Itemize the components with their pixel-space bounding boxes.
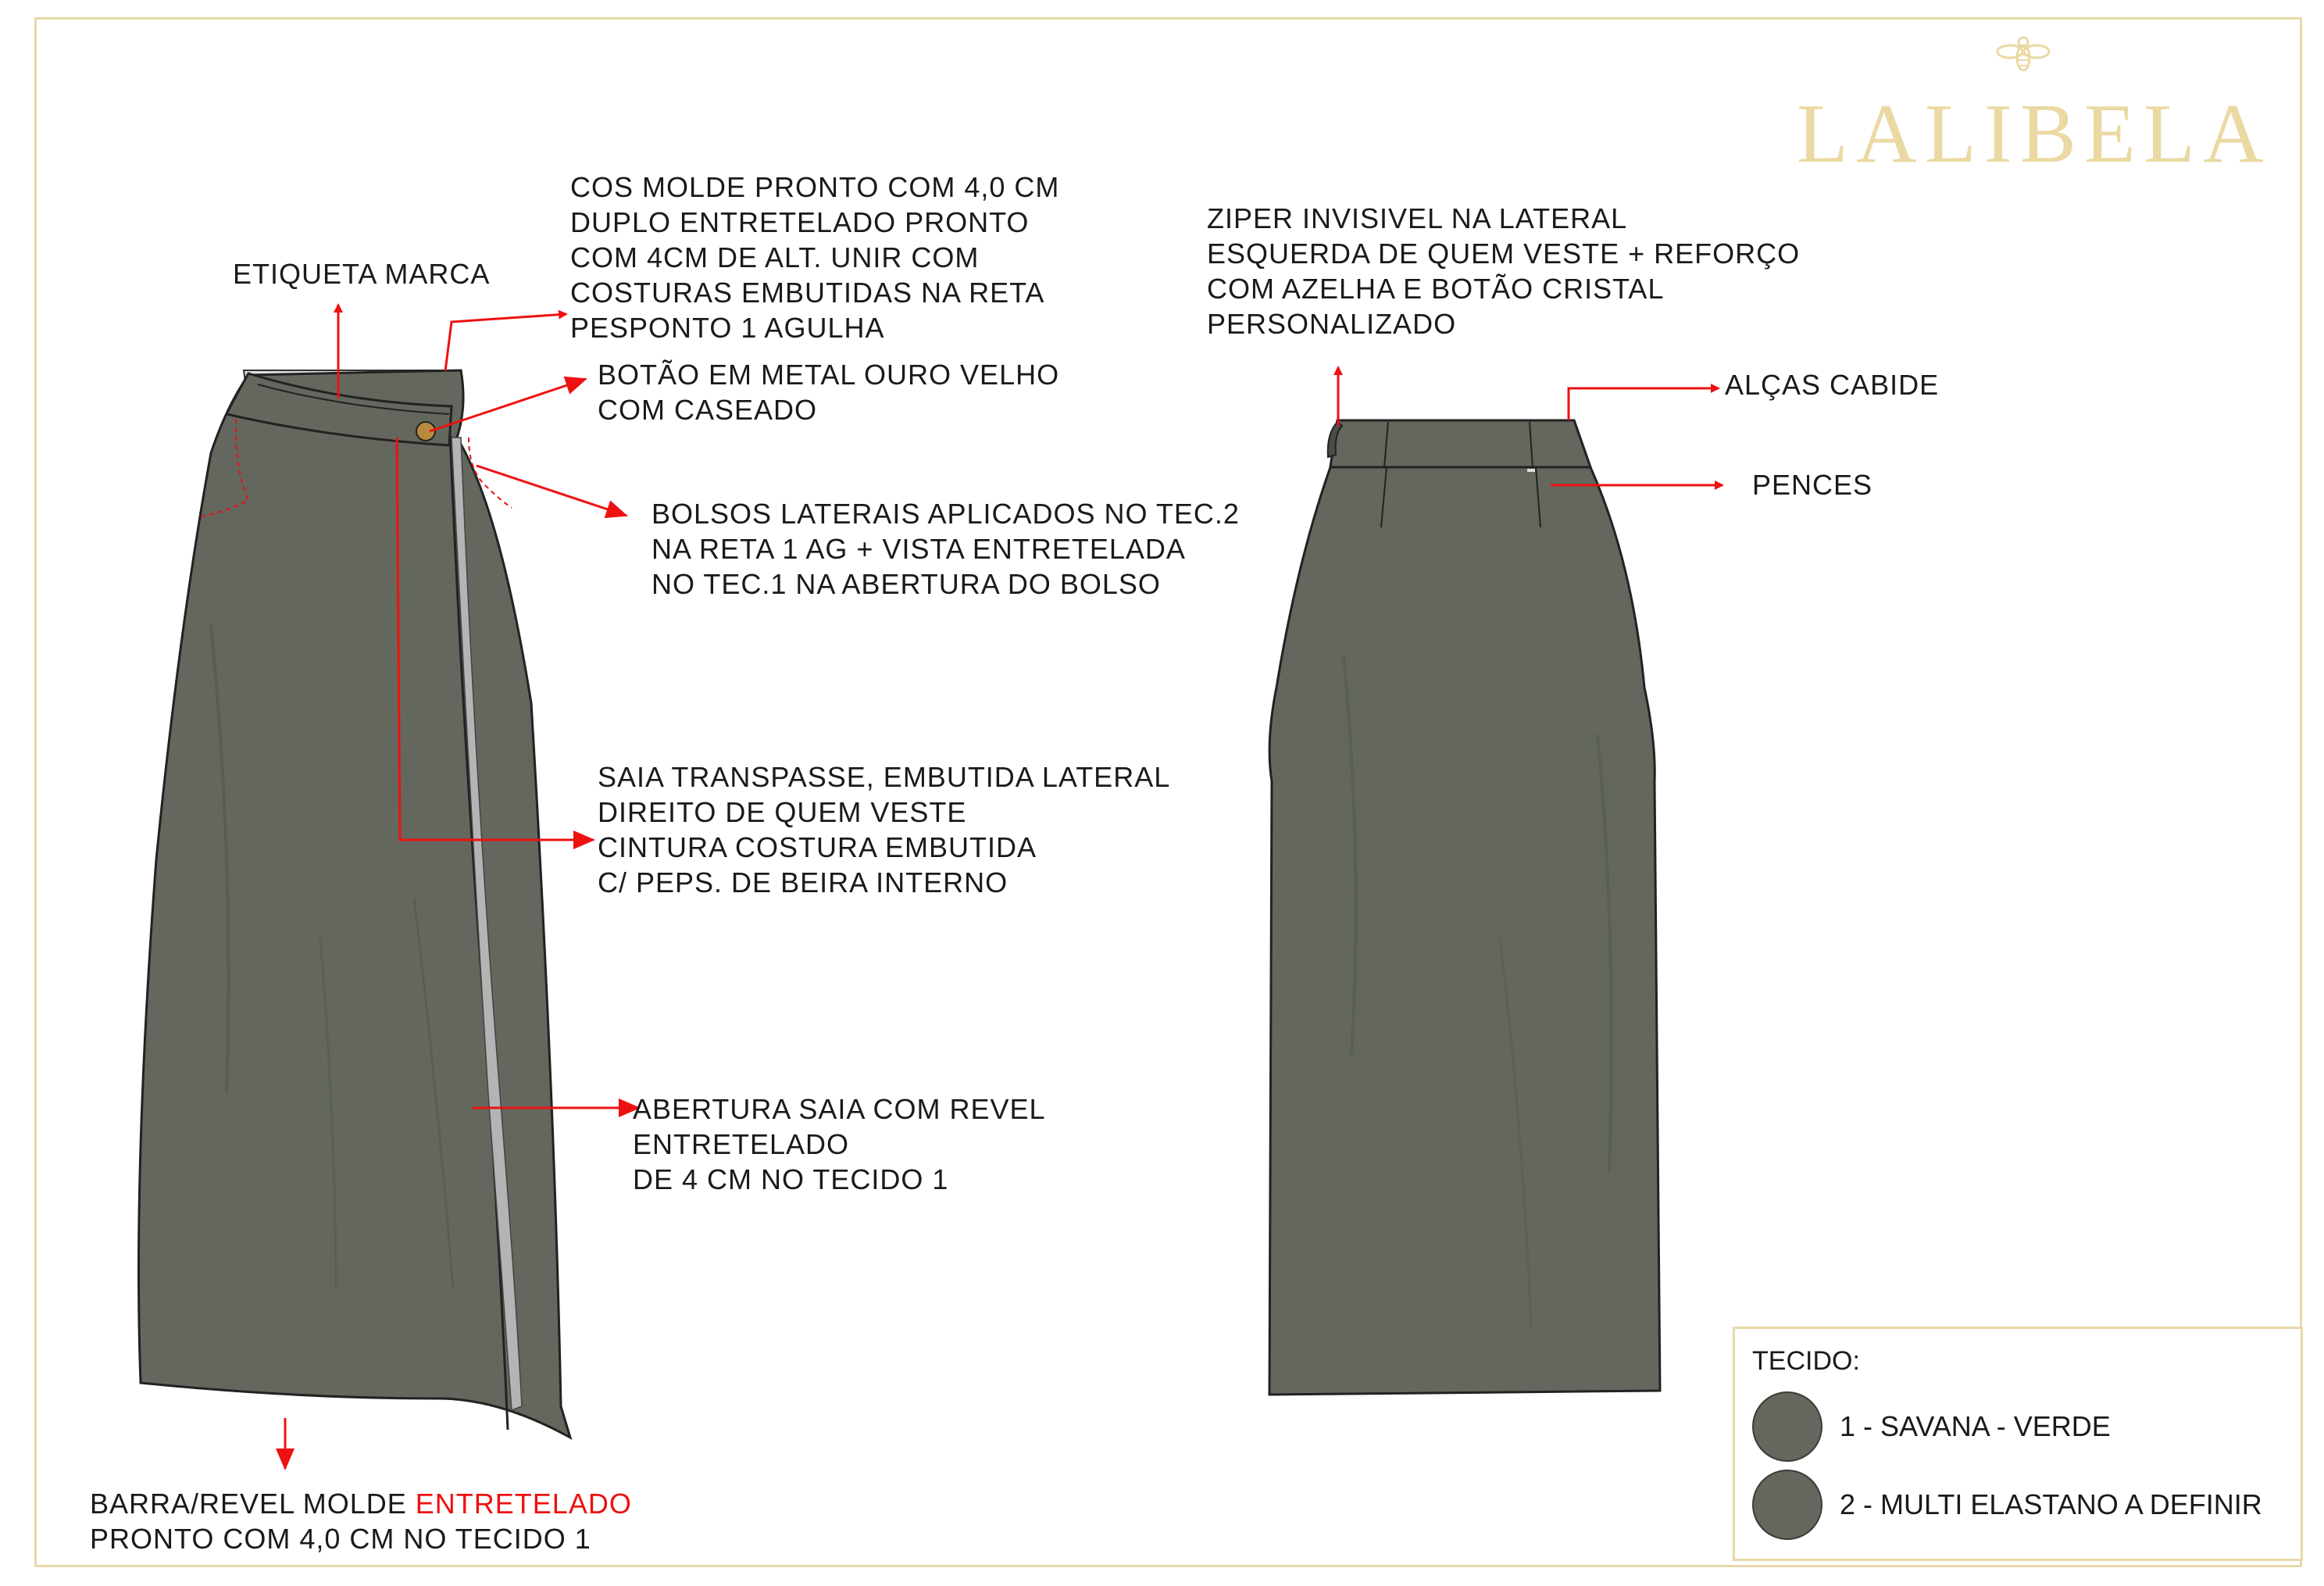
note-cos: COS MOLDE PRONTO COM 4,0 CM DUPLO ENTRETELADO PRONTO COM 4CM DE ALT. UNIR COM COSTURAS EMBUTIDAS NA RETA PESPONTO 1 AGULHA <box>570 171 1060 344</box>
note-barra <box>90 1486 793 1556</box>
legend-label: 2 - MULTI ELASTANO A DEFINIR <box>1840 1488 2262 1520</box>
fabric-swatch <box>1752 1470 1822 1540</box>
note-alcas: ALÇAS CABIDE <box>1725 369 1940 401</box>
note-bolsos: BOLSOS LATERAIS APLICADOS NO TEC.2 NA RETA 1 AG + VISTA ENTRETELADA NO TEC.1 NA ABERTURA DO BOLSO <box>652 498 1240 600</box>
note-abertura: ABERTURA SAIA COM REVEL ENTRETELADO DE 4 CM NO TECIDO 1 <box>633 1093 1046 1195</box>
barra-suffix: PRONTO COM 4,0 CM NO TECIDO 1 <box>90 1523 591 1555</box>
barra-prefix: BARRA/REVEL MOLDE <box>90 1488 416 1520</box>
barra-highlight: ENTRETELADO <box>415 1488 632 1520</box>
fabric-swatch <box>1752 1391 1822 1462</box>
note-ziper: ZIPER INVISIVEL NA LATERAL ESQUERDA DE QUEM VESTE + REFORÇO COM AZELHA E BOTÃO CRISTAL PERSONALIZADO <box>1207 202 1801 340</box>
note-saia: SAIA TRANSPASSE, EMBUTIDA LATERAL DIREITO DE QUEM VESTE CINTURA COSTURA EMBUTIDA C/ PEPS. DE BEIRA INTERNO <box>598 761 1171 898</box>
legend-title: TECIDO: <box>1752 1346 1860 1376</box>
legend-item <box>1752 1470 2262 1540</box>
fabric-legend <box>1733 1327 2303 1561</box>
brand-name: LALIBELA <box>1797 88 2272 180</box>
legend-label: 1 - SAVANA - VERDE <box>1840 1410 2111 1442</box>
note-botao: BOTÃO EM METAL OURO VELHO COM CASEADO <box>598 359 1060 426</box>
front-skirt <box>139 370 571 1438</box>
note-etiqueta: ETIQUETA MARCA <box>233 258 491 290</box>
legend-item <box>1752 1391 2111 1462</box>
note-pences: PENCES <box>1752 469 1873 501</box>
back-skirt <box>1269 420 1660 1395</box>
